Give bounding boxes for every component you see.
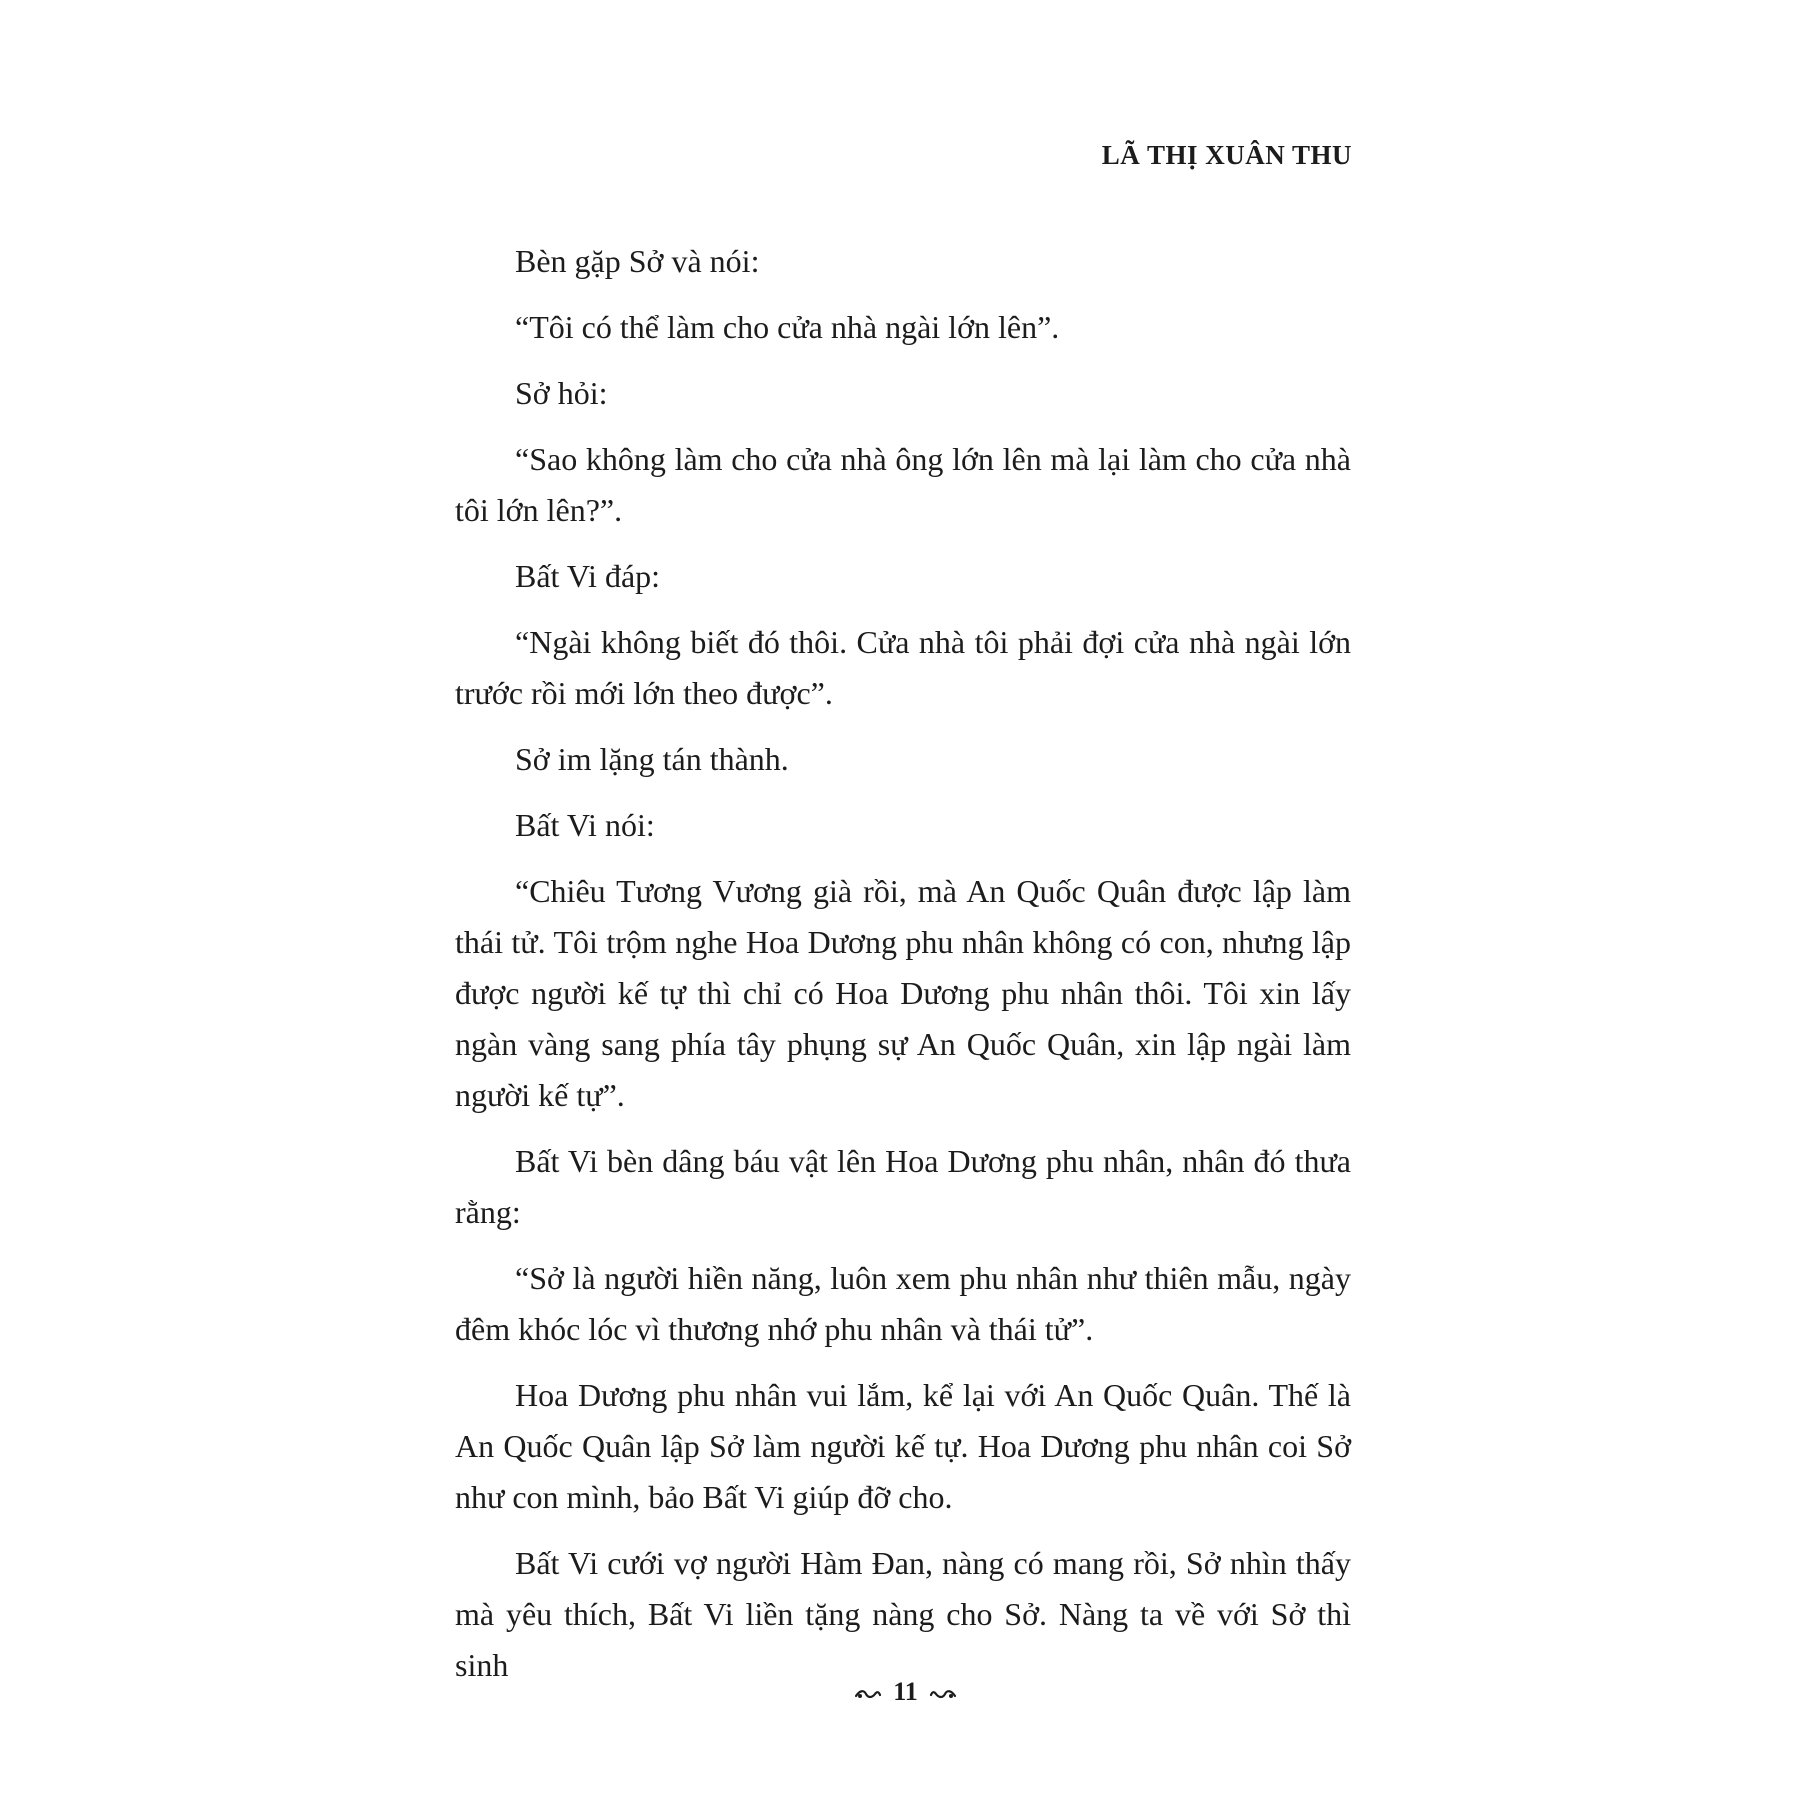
paragraph: Sở hỏi: [515,375,608,411]
page-number: 11 [893,1677,918,1707]
paragraph: Bất Vi nói: [515,807,655,843]
page-footer [0,1677,1811,1705]
paragraph: “Tôi có thể làm cho cửa nhà ngài lớn lên”. [515,309,1060,345]
paragraph: “Sao không làm cho cửa nhà ông lớn lên mà lại làm cho cửa nhà tôi lớn lên?”. [455,441,1351,528]
paragraph: Bèn gặp Sở và nói: [515,243,760,279]
paragraph: Bất Vi đáp: [515,558,661,594]
fleuron-right-icon [930,1679,956,1705]
paragraph: “Ngài không biết đó thôi. Cửa nhà tôi phải đợi cửa nhà ngài lớn trước rồi mới lớn theo được”. [455,624,1351,711]
paragraph: Hoa Dương phu nhân vui lắm, kể lại với An Quốc Quân. Thế là An Quốc Quân lập Sở làm người kế tự. Hoa Dương phu nhân coi Sở như con mình, bảo Bất Vi giúp đỡ cho. [455,1377,1351,1515]
paragraph: “Sở là người hiền năng, luôn xem phu nhân như thiên mẫu, ngày đêm khóc lóc vì thương nhớ phu nhân và thái tử”. [455,1260,1351,1347]
running-head: LÃ THỊ XUÂN THU [1101,140,1352,170]
paragraph: Sở im lặng tán thành. [515,741,789,777]
paragraph: “Chiêu Tương Vương già rồi, mà An Quốc Quân được lập làm thái tử. Tôi trộm nghe Hoa Dương phu nhân không có con, nhưng lập được người kế tự thì chỉ có Hoa Dương phu nhân thôi. Tôi xin lấy ngàn vàng sang phía tây phụng sự An Quốc Quân, xin lập ngài làm người kế tự”. [455,873,1351,1113]
paragraph: Bất Vi cưới vợ người Hàm Đan, nàng có mang rồi, Sở nhìn thấy mà yêu thích, Bất Vi liền tặng nàng cho Sở. Nàng ta về với Sở thì sinh [455,1545,1351,1683]
paragraph: Bất Vi bèn dâng báu vật lên Hoa Dương phu nhân, nhân đó thưa rằng: [455,1143,1351,1230]
body-text [455,236,1351,1706]
fleuron-left-icon [855,1679,881,1705]
